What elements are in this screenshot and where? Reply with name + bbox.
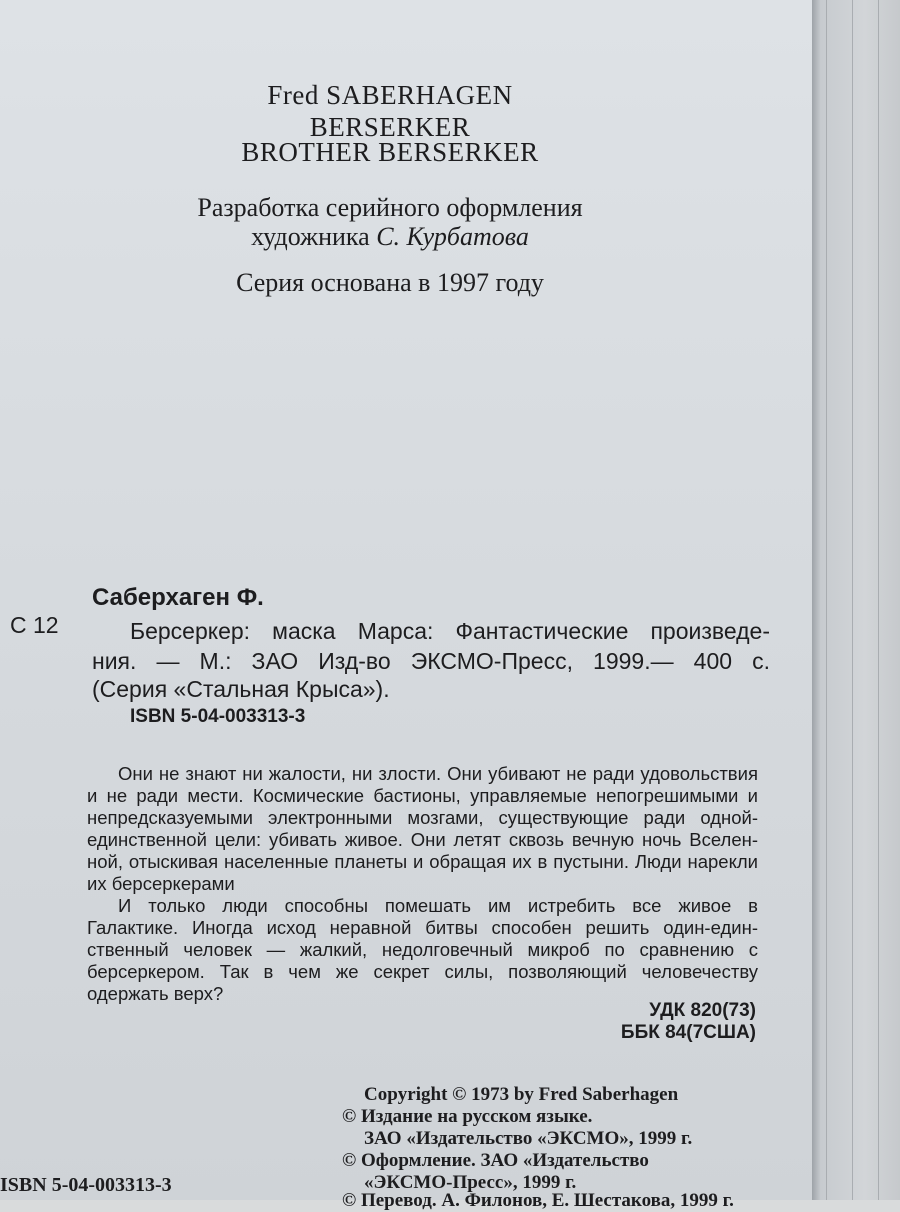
page-edge — [812, 0, 900, 1200]
copyright-line-2: © Издание на русском языке. — [342, 1106, 593, 1127]
annotation-line-11: одержать верх? — [87, 983, 224, 1004]
bib-line-1: Берсеркер: маска Марса: Фантастические произведе- — [130, 618, 770, 644]
copyright-line-5: «ЭКСМО-Пресс», 1999 г. — [364, 1172, 577, 1193]
annotation-line-7: И только люди способны помешать им истребить все живое в — [118, 895, 758, 916]
annotation-line-1: Они не знают ни жалости, ни злости. Они убивают не ради удовольствия — [118, 763, 758, 784]
design-artist: С. Курбатова — [376, 222, 529, 251]
bib-isbn: ISBN 5-04-003313-3 — [130, 706, 306, 727]
title-en-1: BERSERKER — [309, 112, 471, 142]
annotation-line-2: и не ради мести. Космические бастионы, управляемые непогрешимыми и — [87, 785, 758, 806]
copyright-line-4: © Оформление. ЗАО «Издательство — [342, 1150, 649, 1171]
annotation-line-10: берсеркером. Так в чем же секрет силы, позволяющий человечеству — [87, 961, 758, 982]
bib-code: С 12 — [10, 612, 59, 638]
title-en-2: BROTHER BERSERKER — [241, 137, 539, 167]
design-prefix: художника — [251, 222, 370, 251]
bib-author: Саберхаген Ф. — [92, 584, 264, 611]
copyright-line-1: Copyright © 1973 by Fred Saberhagen — [364, 1084, 679, 1105]
bib-line-3: (Серия «Стальная Крыса»). — [92, 676, 390, 702]
bib-line-2: ния. — М.: ЗАО Изд-во ЭКСМО-Пресс, 1999.— 400 с. — [92, 648, 770, 674]
annotation-line-6: их берсеркерами — [87, 873, 235, 894]
author-en: Fred SABERHAGEN — [267, 80, 513, 110]
design-line-1: Разработка серийного оформления — [197, 193, 583, 222]
design-line-2 — [0, 222, 780, 252]
bbk: ББК 84(7США) — [620, 1022, 756, 1043]
annotation-line-9: ственный человек — жалкий, недолговечный микроб по сравнению с — [87, 939, 758, 960]
series-founded: Серия основана в 1997 году — [236, 268, 544, 297]
copyright-line-3: ЗАО «Издательство «ЭКСМО», 1999 г. — [364, 1128, 693, 1149]
copyright-line-6: © Перевод. А. Филонов, Е. Шестакова, 1999 г. — [342, 1190, 734, 1211]
udk: УДК 820(73) — [649, 1000, 756, 1021]
annotation-line-8: Галактике. Иногда исход неравной битвы способен решить один-един- — [87, 917, 758, 938]
footer-isbn: ISBN 5-04-003313-3 — [0, 1174, 172, 1196]
annotation-line-5: ной, отыскивая населенные планеты и обращая их в пустыни. Люди нарекли — [87, 851, 758, 872]
annotation-line-3: непредсказуемыми электронными мозгами, существующие ради одной- — [87, 807, 758, 828]
annotation-line-4: единственной цели: убивать живое. Они летят сквозь вечную ночь Вселен- — [87, 829, 758, 850]
